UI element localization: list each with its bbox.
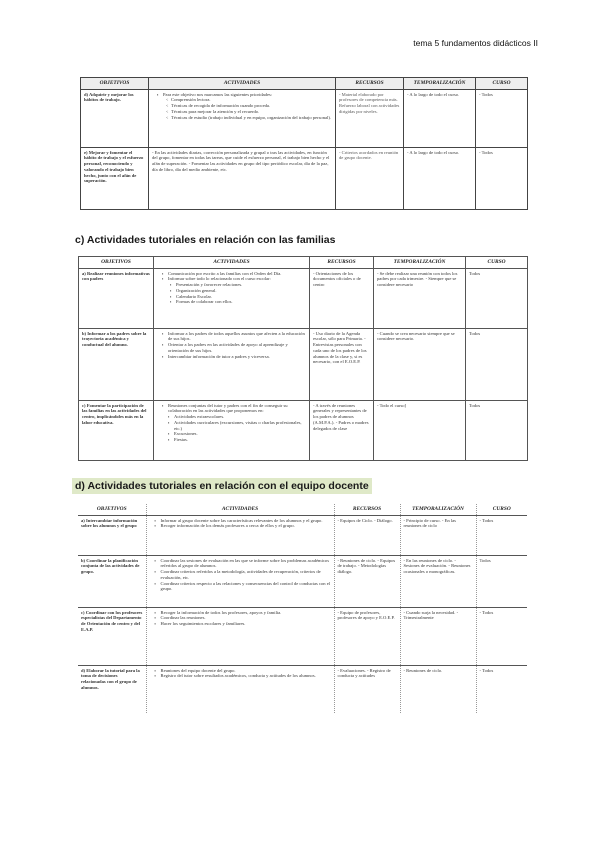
column-header: ACTIVIDADES — [146, 504, 334, 515]
resources-cell: - Material elaborado por profesores de competencia más. Refuerzo laboral con actividades dirigidas por niveles. — [336, 89, 404, 147]
activity-item: ▪ Registro del tutor sobre resultados académicos, conducta y actitudes de los alumnos. — [156, 673, 331, 679]
activity-intro: ▪ Para este objetivo nos marcamos las siguientes prioridades: — [158, 92, 332, 98]
course-cell: - Todos — [476, 147, 528, 209]
table-row — [78, 515, 527, 555]
table-header-row — [78, 504, 527, 515]
families-table — [78, 256, 528, 461]
activities-cell — [154, 400, 310, 460]
activity-item: ▪ Comunicación por escrito a las familias con el Orden del Día. — [163, 271, 306, 277]
course-cell: - Todos — [476, 607, 527, 665]
teaching-team-table — [78, 504, 527, 713]
table-row — [81, 147, 528, 209]
resources-cell: - Equipos de Ciclo. - Diálogo. — [334, 515, 400, 555]
activities-cell — [146, 665, 334, 713]
column-header: ACTIVIDADES — [154, 257, 310, 269]
timing-cell: - Principio de curso. - En las reuniones de ciclo — [400, 515, 476, 555]
activity-item: ▪ Recoger información de los demás profesores a cerca de ellos y el grupo. — [156, 523, 331, 529]
column-header: OBJETIVOS — [78, 504, 146, 515]
objectives-table-1 — [80, 77, 528, 210]
resources-cell: - Orientaciones de los documentos oficiales o de centro — [310, 268, 374, 328]
objective-cell: a) Intercambiar información sobre los alumnos y el grupo — [78, 515, 146, 555]
table-header-row — [81, 78, 528, 90]
timing-cell: - En las reuniones de ciclo. - Sesiones de evaluación. - Reuniones ocasionales o monográficas. — [400, 555, 476, 607]
activities-cell — [154, 268, 310, 328]
section-title-teaching-team: d) Actividades tutoriales en relación con el equipo docente — [72, 478, 372, 494]
activity-item: ▪ Informar a los padres de todos aquellos asuntos que afecten a la educación de sus hijos. — [163, 331, 306, 342]
activities-cell — [146, 555, 334, 607]
activity-subitem: ▪ Organización general. — [171, 288, 306, 294]
table-header-row — [79, 257, 528, 269]
column-header: ACTIVIDADES — [149, 78, 336, 90]
activity-item: ▪ Informar al grupo docente sobre las características relevantes de los alumnos y el grupo. — [156, 518, 331, 524]
activity-subitem: ▪ Fiestas. — [169, 437, 306, 443]
table-row — [81, 89, 528, 147]
objective-cell: d) Adquirir y mejorar los hábitos de trabajo. — [81, 89, 149, 147]
column-header: OBJETIVOS — [79, 257, 154, 269]
activity-item: ▪ Reuniones conjuntas del tutor y padres con el fin de conseguir su colaboración en las actividades que proponemos en: — [163, 403, 306, 414]
activity-item: ▪ Orientar a los padres en las actividades de apoyo al aprendizaje y orientación de sus hijos. — [163, 342, 306, 353]
column-header: CURSO — [476, 78, 528, 90]
resources-cell: - Uso diario de la Agenda escolar, sólo para Primaria. - Entrevistas personales con cada uno de los padres de los alumnos de la clase y, si es necesario, con el E.O.E.P. — [310, 328, 374, 400]
timing-cell: - Reuniones de ciclo. — [400, 665, 476, 713]
section-title-families: c) Actividades tutoriales en relación con las familias — [75, 234, 336, 246]
objective-cell: a) Realizar reuniones informativas con padres — [79, 268, 154, 328]
column-header: OBJETIVOS — [81, 78, 149, 90]
activity-item: ▪ Reuniones del equipo docente del grupo. — [156, 668, 331, 674]
activity-item: ▪ Recoger la información de todos los profesores, apoyos y familia. — [156, 610, 331, 616]
objective-cell: c) Fomentar la participación de las familias en las actividades del centro, implicándoles más en la labor educativa. — [79, 400, 154, 460]
timing-cell: - Todo el curso] — [374, 400, 466, 460]
table-row — [79, 400, 528, 460]
column-header: TEMPORALIZACIÓN — [374, 257, 466, 269]
activity-item: < Técnicas para mejorar la atención y el recuerdo. — [166, 109, 332, 115]
activity-item: ▪ Hacer los seguimientos escolares y familiares. — [156, 621, 331, 627]
course-cell: Todos — [466, 400, 528, 460]
course-cell: Todos — [466, 328, 528, 400]
resources-cell: - A través de reuniones generales y representantes de los padres de alumnos (A.M.P.A.). - Padres o madres delegados de clase — [310, 400, 374, 460]
table-row — [79, 268, 528, 328]
resources-cell: - Reuniones de ciclo. - Equipos de trabajo. - Metodologías diálogo. — [334, 555, 400, 607]
objective-cell: c) Coordinar con los profesores especialistas del Departamento de Orientación de centro y del E.A.P. — [78, 607, 146, 665]
objective-cell: e) Mejorar y fomentar el hábito de trabajo y el esfuerzo personal, reconociendo y valorando el trabajo bien hecho, junto con el afán de superación. — [81, 147, 149, 209]
activity-item: ▪ Coordinar criterios referidos a la metodología, actividades de recuperación, criterios de evaluación, etc. — [156, 569, 331, 580]
course-cell: - Todos — [476, 665, 527, 713]
column-header: RECURSOS — [334, 504, 400, 515]
activities-cell — [154, 328, 310, 400]
activity-item: ▪ Informar sobre todo lo relacionado con el curso escolar: — [163, 276, 306, 282]
timing-cell: - A lo largo de todo el curso. — [404, 147, 476, 209]
activity-subitem: ▪ Actividades extraescolares. — [169, 414, 306, 420]
table-row — [78, 555, 527, 607]
activity-subitem: ▪ Presentación y favorecer relaciones. — [171, 282, 306, 288]
activity-item: ▪ Coordinar las reuniones. — [156, 615, 331, 621]
activities-cell: - En las actividades diarias, corrección personalizada y grupal o tras las actividades, en función del grupo, fomentar en todas las tareas, que cuide el esfuerzo personal, el trabajo bien hecho y el afán de superación. - Fomentar las actividades en grupo del tipo periódico escolar, día de la paz, día de libro, día del medio ambiente, etc. — [149, 147, 336, 209]
activity-item: < Comprensión lectora. — [166, 97, 332, 103]
timing-cell: - Se debe realizar una reunión con todos los padres por cada trimestre. - Siempre que se considere necesario — [374, 268, 466, 328]
activities-cell — [146, 515, 334, 555]
activities-cell — [146, 607, 334, 665]
activity-subitem: ▪ Excursiones. — [169, 431, 306, 437]
resources-cell: - Evaluaciones. - Registro de conducta y actitudes — [334, 665, 400, 713]
activity-subitem: ▪ Calendario Escolar. — [171, 294, 306, 300]
course-cell: Todos — [466, 268, 528, 328]
activity-item: < Técnicas de estudio (trabajo individual y en equipo, organización del trabajo personal). — [166, 115, 332, 121]
timing-cell: - Cuando se crea necesario siempre que se considere necesario. — [374, 328, 466, 400]
timing-cell: - Cuando surja la necesidad. - Trimestralmente — [400, 607, 476, 665]
activity-item: ▪ Coordinar las sesiones de evaluación en las que se informe sobre los problemas académicos referidos al grupo de alumnos. — [156, 558, 331, 569]
column-header: RECURSOS — [336, 78, 404, 90]
table-row — [78, 665, 527, 713]
timing-cell: - A lo largo de todo el curso. — [404, 89, 476, 147]
activity-item: < Técnicas de recogida de información cuando proceda. — [166, 103, 332, 109]
table-row — [79, 328, 528, 400]
activity-subitem: ▪ Formas de colaborar con ellos. — [171, 299, 306, 305]
column-header: CURSO — [476, 504, 527, 515]
page-header-title: tema 5 fundamentos didácticos II — [413, 38, 538, 48]
objective-cell: b) Coordinar la planificación conjunta de las actividades de grupo. — [78, 555, 146, 607]
column-header: TEMPORALIZACIÓN — [404, 78, 476, 90]
objective-cell: b) Informar a los padres sobre la trayectoria académica y conductual del alumno. — [79, 328, 154, 400]
course-cell: - Todos — [476, 515, 527, 555]
table-row — [78, 607, 527, 665]
activity-subitem: ▪ Actividades curriculares (excursiones, visitas o charlas profesionales, etc.) — [169, 420, 306, 431]
course-cell: Todos — [476, 555, 527, 607]
objective-cell: d) Elaborar la tutorial para la toma de decisiones relacionadas con el grupo de alumnos. — [78, 665, 146, 713]
column-header: TEMPORALIZACIÓN — [400, 504, 476, 515]
column-header: CURSO — [466, 257, 528, 269]
resources-cell: - Criterios acordados en reunión de grupo docente. — [336, 147, 404, 209]
resources-cell: - Equipo de profesores, profesores de apoyo y E.O.E.P. — [334, 607, 400, 665]
activity-item: ▪ Intercambiar información de tutor a padres y viceversa. — [163, 354, 306, 360]
activities-cell — [149, 89, 336, 147]
column-header: RECURSOS — [310, 257, 374, 269]
course-cell: - Todos — [476, 89, 528, 147]
activity-item: ▪ Coordinar criterios respecto a las relaciones y consecuencias del control de conductas con el grupo. — [156, 581, 331, 592]
